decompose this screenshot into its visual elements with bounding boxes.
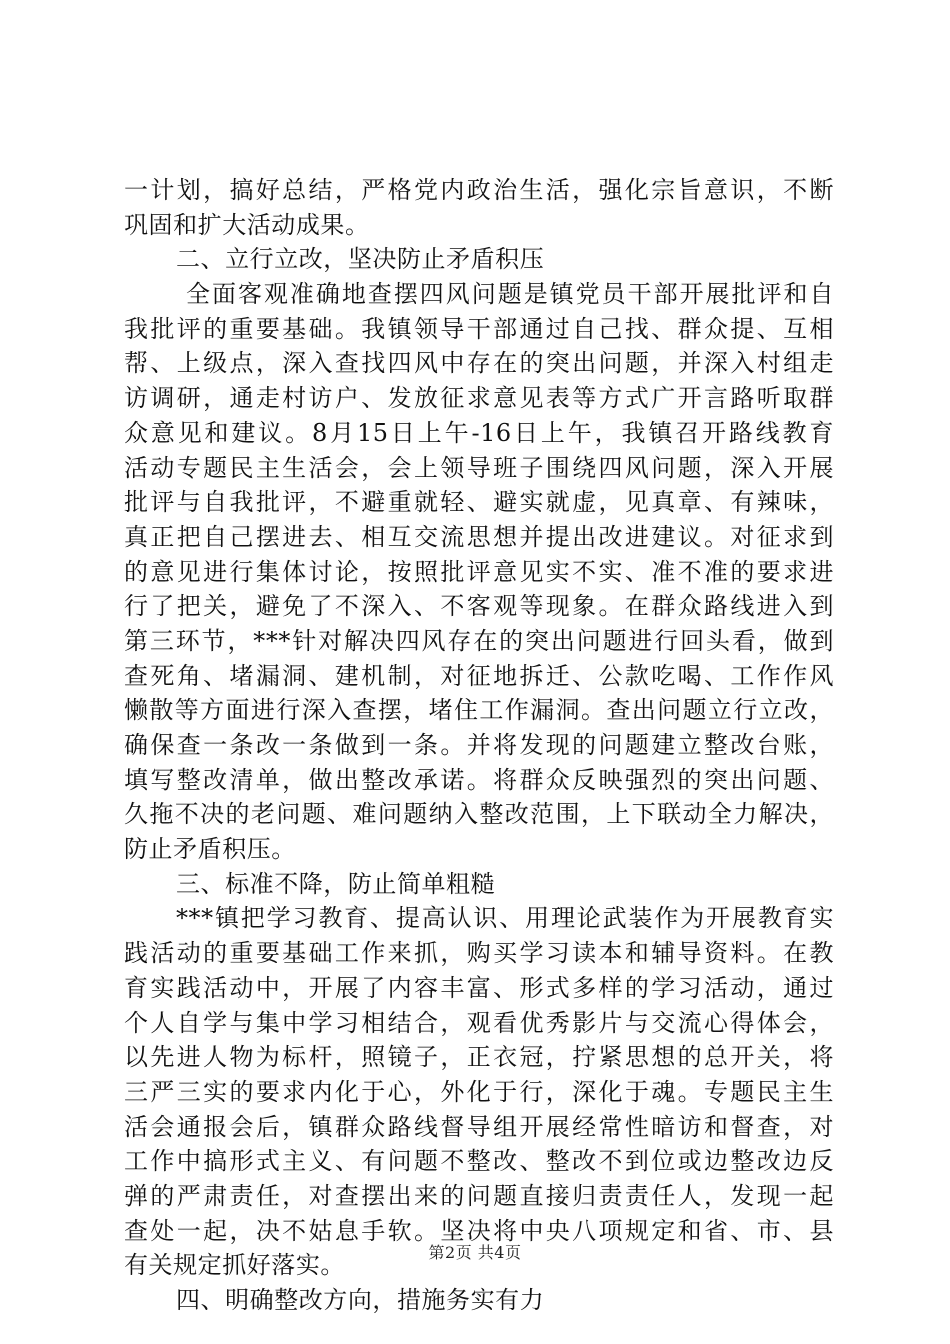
section-heading-2: 二、立行立改，坚决防止矛盾积压: [176, 245, 545, 274]
paragraph-line: 的意见进行集体讨论，按照批评意见实不实、准不准的要求进: [124, 557, 834, 586]
paragraph-line: 我批评的重要基础。我镇领导干部通过自己找、群众提、互相: [124, 314, 834, 343]
paragraph-line: 全面客观准确地查摆四风问题是镇党员干部开展批评和自: [186, 280, 834, 309]
document-body: [124, 173, 834, 1318]
paragraph-line: 践活动的重要基础工作来抓，购买学习读本和辅导资料。在教: [124, 939, 834, 968]
paragraph-line: 批评与自我批评，不避重就轻、避实就虚，见真章、有辣味，: [124, 488, 834, 517]
paragraph-line: 访调研，通走村访户、发放征求意见表等方式广开言路听取群: [124, 384, 834, 413]
paragraph-line: 确保查一条改一条做到一条。并将发现的问题建立整改台账，: [124, 731, 834, 759]
paragraph-line: 懒散等方面进行深入查摆，堵住工作漏洞。查出问题立行立改，: [124, 696, 834, 725]
paragraph-line: 以先进人物为标杆，照镜子，正衣冠，拧紧思想的总开关，将: [124, 1043, 834, 1072]
paragraph-line: 三严三实的要求内化于心，外化于行，深化于魂。专题民主生: [124, 1077, 834, 1106]
paragraph-line: 查处一起，决不姑息手软。坚决将中央八项规定和省、市、县: [124, 1216, 834, 1245]
paragraph-line: 弹的严肃责任，对查摆出来的问题直接归责责任人，发现一起: [124, 1181, 834, 1210]
paragraph-line: 个人自学与集中学习相结合，观看优秀影片与交流心得体会，: [124, 1008, 834, 1037]
paragraph-line: 帮、上级点，深入查找四风中存在的突出问题，并深入村组走: [124, 349, 834, 378]
section-heading-3: 三、标准不降，防止简单粗糙: [176, 869, 496, 898]
paragraph-line: 工作中搞形式主义、有问题不整改、整改不到位或边整改边反: [124, 1147, 834, 1176]
paragraph-line: ***镇把学习教育、提高认识、用理论武装作为开展教育实: [176, 904, 834, 933]
page-number-footer: 第2页 共4页: [428, 1243, 522, 1262]
paragraph-line: 真正把自己摆进去、相互交流思想并提出改进建议。对征求到: [124, 522, 834, 551]
paragraph-line: 行了把关，避免了不深入、不客观等现象。在群众路线进入到: [124, 592, 834, 621]
paragraph-line: 巩固和扩大活动成果。: [124, 210, 370, 239]
paragraph-line: 活会通报会后，镇群众路线督导组开展经常性暗访和督查，对: [124, 1112, 834, 1141]
paragraph-line: 查死角、堵漏洞、建机制，对征地拆迁、公款吃喝、工作作风: [124, 661, 834, 690]
paragraph-line: 填写整改清单，做出整改承诺。将群众反映强烈的突出问题、: [124, 765, 834, 794]
paragraph-line: 一计划，搞好总结，严格党内政治生活，强化宗旨意识，不断: [124, 176, 834, 204]
paragraph-line: 防止矛盾积压。: [124, 835, 296, 864]
paragraph-line: 活动专题民主生活会，会上领导班子围绕四风问题，深入开展: [124, 453, 834, 482]
paragraph-line: 第三环节，***针对解决四风存在的突出问题进行回头看，做到: [124, 626, 834, 655]
paragraph-line: 久拖不决的老问题、难问题纳入整改范围，上下联动全力解决，: [124, 800, 834, 829]
paragraph-line: 众意见和建议。8月15日上午-16日上午，我镇召开路线教育: [124, 418, 834, 447]
paragraph-line: 有关规定抓好落实。: [124, 1251, 345, 1280]
section-heading-4: 四、明确整改方向，措施务实有力: [176, 1286, 545, 1314]
paragraph-line: 育实践活动中，开展了内容丰富、形式多样的学习活动，通过: [124, 973, 834, 1002]
